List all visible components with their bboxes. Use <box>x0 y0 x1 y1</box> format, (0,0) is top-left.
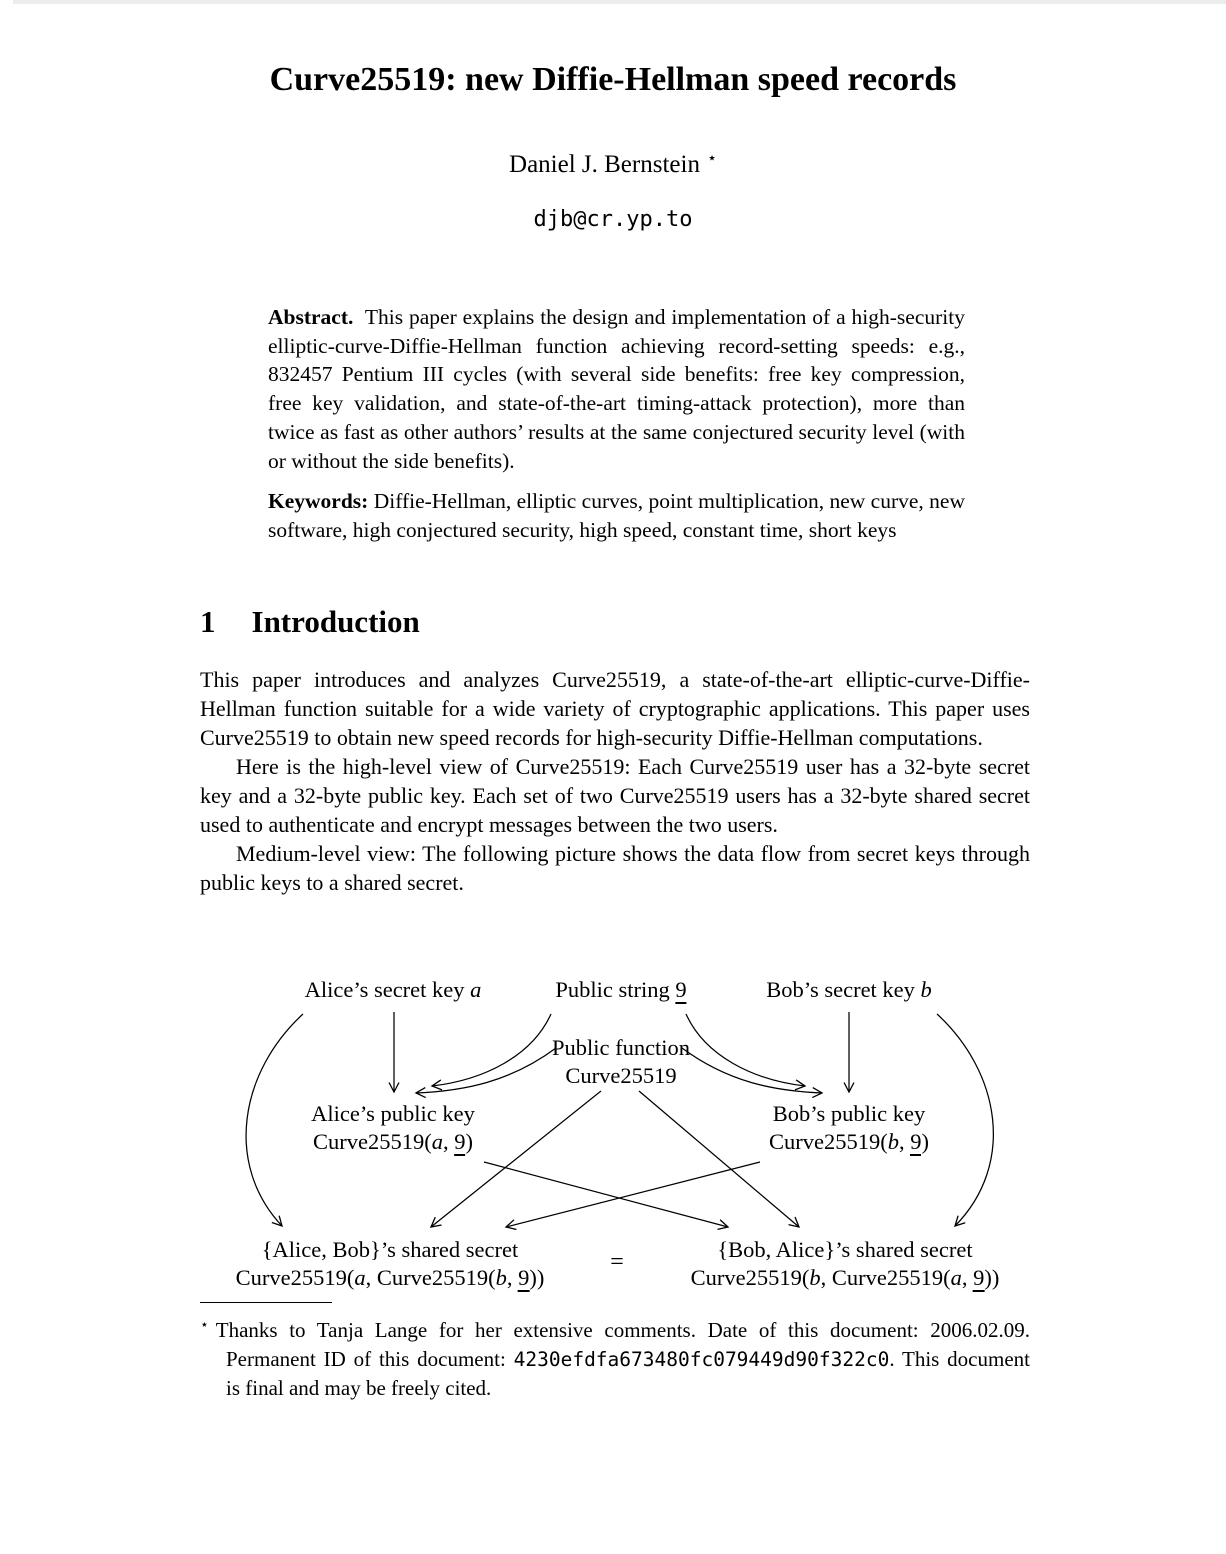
keywords-paragraph <box>268 487 965 544</box>
bob-public-key-formula: Curve25519(b, 9) <box>769 1129 929 1154</box>
keywords-label: Keywords: <box>268 489 369 514</box>
introduction-section <box>200 605 1030 897</box>
paragraph-3: Medium-level view: The following picture shows the data flow from secret keys through public keys to a shared secret. <box>200 841 1030 895</box>
section-number: 1 <box>200 604 216 639</box>
section-title: Introduction <box>251 604 420 639</box>
footnote-block <box>200 1302 1030 1403</box>
math-var-a: a <box>470 977 482 1002</box>
paragraph-2: Here is the high-level view of Curve25519: Each Curve25519 user has a 32-byte secret key and a 32-byte public key. Each set of two Curve25519 users has a 32-byte shared secret used to authenticate and encrypt messages between the two users. <box>200 754 1030 837</box>
arrow-9-to-bob-public <box>686 1014 805 1086</box>
author-line <box>0 148 1226 179</box>
author-email: djb@cr.yp.to <box>533 207 693 232</box>
shared-secret-left-label: {Alice, Bob}’s shared secret Curve25519(a, Curve25519(b, 9)) <box>235 1237 545 1290</box>
page-edge-strip <box>13 0 1226 4</box>
permanent-id: 4230efdfa673480fc079449d90f322c0 <box>513 1348 890 1371</box>
shared-secret-right-formula: Curve25519(b, Curve25519(a, 9)) <box>690 1265 1000 1290</box>
alice-secret-key-label: Alice’s secret key a <box>304 977 482 1002</box>
bob-public-key-label: Bob’s public key Curve25519(b, 9) <box>769 1101 929 1154</box>
arrow-alice-public-to-shared-right <box>484 1162 728 1227</box>
section-heading <box>200 605 1030 639</box>
footnote-rule <box>200 1302 332 1303</box>
keywords-text: Diffie-Hellman, elliptic curves, point multiplication, new curve, new software, high conjectured security, high speed, constant time, short keys <box>268 489 965 542</box>
bob-secret-key-label: Bob’s secret key b <box>766 977 932 1002</box>
public-string-label: Public string 9 <box>555 977 687 1002</box>
shared-secret-right-label: {Bob, Alice}’s shared secret Curve25519(b, Curve25519(a, 9)) <box>690 1237 1000 1290</box>
paper-header <box>0 60 1226 232</box>
footnote-mark: ⋆ <box>200 1318 209 1333</box>
arrow-function-to-alice-public <box>416 1048 556 1093</box>
arrow-function-to-bob-public <box>682 1048 822 1093</box>
public-function-label: Public function Curve25519 <box>551 1035 691 1088</box>
alice-public-key-formula: Curve25519(a, 9) <box>313 1129 473 1154</box>
author-footnote-mark: ⋆ <box>706 150 717 167</box>
public-string-9: 9 <box>675 977 687 1002</box>
equals-sign: = <box>610 1249 624 1275</box>
arrow-b-to-shared-right <box>937 1014 993 1226</box>
math-var-b: b <box>920 977 932 1002</box>
shared-secret-left-formula: Curve25519(a, Curve25519(b, 9)) <box>235 1265 545 1290</box>
abstract-label: Abstract. <box>268 305 354 329</box>
arrow-a-to-shared-left <box>246 1014 303 1226</box>
dataflow-figure <box>0 972 1226 1312</box>
alice-public-key-label: Alice’s public key Curve25519(a, 9) <box>311 1101 475 1154</box>
paragraph-1: This paper introduces and analyzes Curve25519, a state-of-the-art elliptic-curve-Diffie-Hellman function suitable for a wide variety of cryptographic applications. This paper uses Curve25519 to obtain new speed records for high-security Diffie-Hellman computations. <box>200 667 1030 750</box>
abstract-block <box>268 303 965 545</box>
footnote-text: ⋆ Thanks to Tanja Lange for her extensive comments. Date of this document: 2006.02.09. Permanent ID of this document: 4230efdfa673480fc079449d90f322c0. This document is final and may be freely cited. <box>200 1318 1030 1400</box>
abstract-text: This paper explains the design and implementation of a high-security elliptic-curve-Diffie-Hellman function achieving record-setting speeds: e.g., 832457 Pentium III cycles (with several side benefits: free key compression, free key validation, and state-of-the-art timing-attack protection), more than twice as fast as other authors’ results at the same conjectured security level (with or without the side benefits). <box>268 305 965 473</box>
arrow-bob-public-to-shared-left <box>506 1162 760 1227</box>
abstract-paragraph <box>268 303 965 475</box>
arrow-9-to-alice-public <box>432 1014 551 1086</box>
page-title: Curve25519: new Diffie-Hellman speed records <box>269 61 957 98</box>
author-name: Daniel J. Bernstein <box>509 151 700 178</box>
